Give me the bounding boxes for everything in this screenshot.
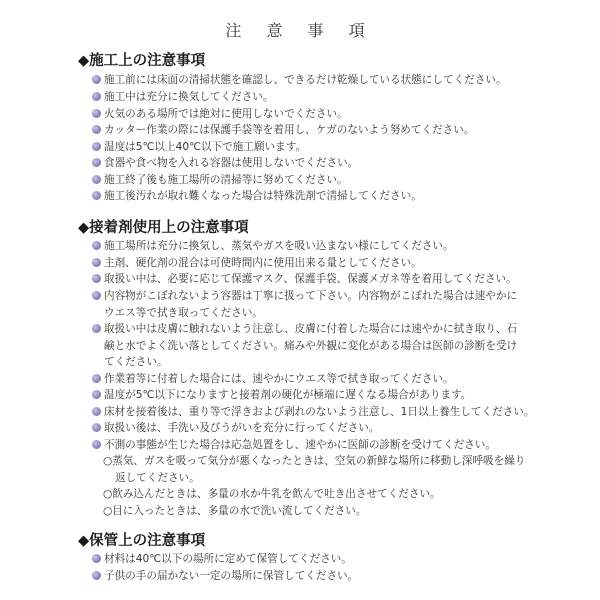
bullet-icon <box>92 142 101 151</box>
list-item: 施工終了後も施工場所の清掃等に努めてください。 <box>92 172 532 189</box>
list-item: 取扱い中は、必要に応じて保護マスク、保護手袋、保護メガネ等を着用してください。 <box>92 271 532 288</box>
bullet-icon <box>92 291 101 300</box>
list-item: 施工後汚れが取れ難くなった場合は特殊洗剤で清掃してください。 <box>92 188 532 205</box>
section-heading-storage: ◆保管上の注意事項 <box>78 533 206 549</box>
bullet-icon <box>92 374 101 383</box>
bullet-icon <box>92 274 101 283</box>
bullet-icon <box>92 75 101 84</box>
section-heading-adhesive: ◆接着剤使用上の注意事項 <box>78 220 249 236</box>
bullet-icon <box>92 109 101 118</box>
bullet-icon <box>92 125 101 134</box>
list-item: 施工中は充分に換気してください。 <box>92 89 532 106</box>
sub-list-item: ○蒸気、ガスを吸って気分が悪くなったときは、空気の新鮮な場所に移動し深呼吸を繰り 返してください。 <box>103 455 526 484</box>
bullet-icon <box>92 423 101 432</box>
list-item: 食器や食べ物を入れる容器は使用しないでください。 <box>92 155 532 172</box>
list-item: 材料は40℃以下の場所に定めて保管してください。 <box>92 551 532 568</box>
bullet-icon <box>92 571 101 580</box>
bullet-icon <box>92 158 101 167</box>
bullet-icon <box>92 191 101 200</box>
section-heading-construction: ◆施工上の注意事項 <box>78 53 206 69</box>
list-item: 不測の事態が生じた場合は応急処置をし、速やかに医師の診断を受けてください。 <box>92 437 532 454</box>
list-item: 施工場所は充分に換気し、蒸気やガスを吸い込まない様にしてください。 <box>92 238 532 255</box>
document-title: 注 意 事 項 <box>225 21 375 40</box>
list-item: 取扱い後は、手洗い及びうがいを充分に行ってください。 <box>92 420 532 437</box>
list-item: 子供の手の届かない一定の場所に保管してください。 <box>92 568 532 585</box>
list-item: 温度は5℃以上40℃以下で施工願います。 <box>92 139 532 156</box>
list-item: 床材を接着後は、重り等で浮きおよび剥れのないよう注意し、1日以上養生してください。 <box>92 404 532 421</box>
list-item: 施工前には床面の清掃状態を確認し、できるだけ乾燥している状態にしてください。 <box>92 72 532 89</box>
bullet-icon <box>92 324 101 333</box>
list-item: 火気のある場所では絶対に使用しないでください。 <box>92 106 532 123</box>
list-item: 主剤、硬化剤の混合は可使時間内に使用出来る量としてください。 <box>92 255 532 272</box>
bullet-icon <box>92 258 101 267</box>
list-item: カッター作業の際には保護手袋等を着用し、ケガのないよう努めてください。 <box>92 122 532 139</box>
list-item: 内容物がこぼれないよう容器は丁寧に扱って下さい。内容物がこぼれた場合は速やかに ウエス等で拭き取ってください。 <box>92 288 532 321</box>
bullet-icon <box>92 92 101 101</box>
sub-list-item: ○飲み込んだときは、多量の水か牛乳を飲んで吐き出させてください。 <box>103 488 441 500</box>
list-item: 取扱い中は皮膚に触れないよう注意し、皮膚に付着した場合には速やかに拭き取り、石 鹸と水でよく洗い落としてください。痛みや外観に変化がある場合は医師の診断を受け てください。 <box>92 321 532 371</box>
bullet-icon <box>92 407 101 416</box>
list-item: 温度が5℃以下になりますと接着剤の硬化が極端に遅くなる場合があります。 <box>92 387 532 404</box>
bullet-icon <box>92 241 101 250</box>
bullet-icon <box>92 175 101 184</box>
bullet-icon <box>92 554 101 563</box>
list-item: 作業着等に付着した場合には、速やかにウエス等で拭き取ってください。 <box>92 371 532 388</box>
sub-list-item: ○目に入ったときは、多量の水で洗い流してください。 <box>103 505 367 517</box>
bullet-icon <box>92 390 101 399</box>
bullet-icon <box>92 440 101 449</box>
